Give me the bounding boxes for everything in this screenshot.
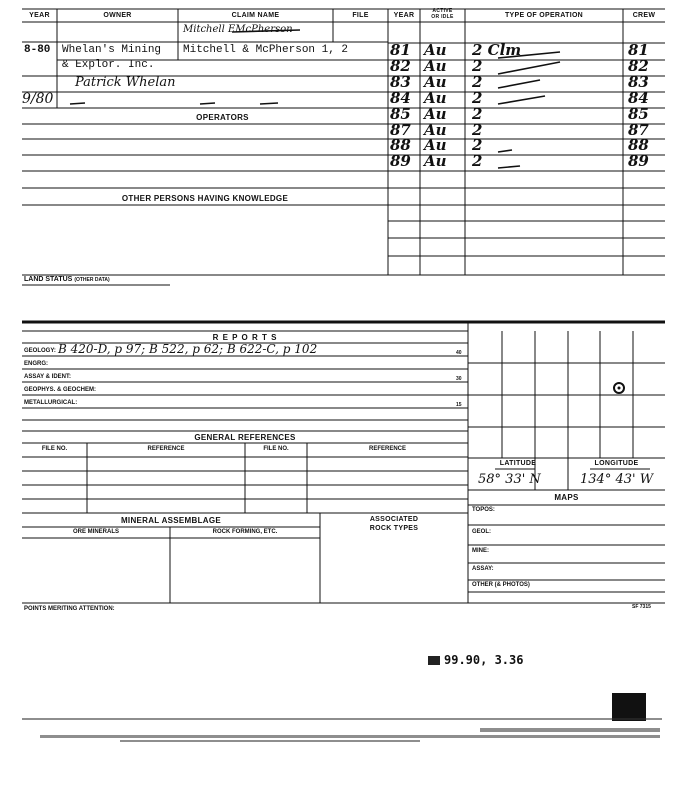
activity-status: Au [424, 105, 447, 123]
longitude-value: 134° 43' W [580, 472, 654, 487]
operators-label: OPERATORS [196, 113, 249, 122]
owner-header: OWNER [103, 12, 132, 19]
owner-line2: & Explor. Inc. [62, 59, 155, 71]
activity-year: 88 [390, 136, 411, 154]
file-header: FILE [352, 12, 369, 19]
activity-year: 84 [390, 89, 411, 107]
latitude-value: 58° 33' N [478, 472, 541, 487]
activity-operation: 2 [472, 73, 483, 91]
ref-col-reference-2: REFERENCE [368, 446, 406, 452]
report-row [24, 384, 468, 397]
report-row-number: 15 [456, 402, 462, 408]
claim-handwritten: Mitchell EMcPherson [183, 24, 293, 35]
maps-other-label: OTHER (& PHOTOS) [472, 582, 530, 588]
report-row-label: GEOPHYS. & GEOCHEM: [24, 387, 97, 393]
active-header-line2: OR IDLE [431, 14, 454, 20]
maps-geol-label: GEOL: [472, 529, 491, 535]
activity-crew: 87 [628, 121, 649, 139]
report-row-label: METALLURGICAL: [24, 400, 78, 406]
activity-crew: 81 [628, 41, 649, 59]
ref-col-file-no-2: FILE NO. [263, 446, 289, 452]
smudge-mark [428, 656, 440, 665]
associated-label-line2: ROCK TYPES [369, 525, 419, 532]
entry-year: 8-80 [24, 44, 51, 56]
activity-crew: 85 [628, 105, 649, 123]
year-handwritten: 9/80 [22, 91, 54, 107]
report-row [24, 371, 468, 384]
maps-label: MAPS [554, 493, 579, 502]
activity-crew: 88 [628, 136, 649, 154]
owner-line1: Whelan's Mining [62, 44, 162, 56]
activity-row [388, 136, 665, 152]
report-row [24, 342, 468, 358]
report-row [24, 358, 468, 371]
general-references-title: GENERAL REFERENCES [194, 433, 296, 442]
ref-col-reference-1: REFERENCE [147, 446, 185, 452]
associated-label-line1: ASSOCIATED [369, 516, 419, 523]
reports-title: R E P O R T S [212, 333, 278, 342]
activity-operation: 2 [472, 89, 483, 107]
activity-year: 82 [390, 57, 411, 75]
report-row-value: B 420-D, p 97; B 522, p 62; B 622-C, p 102 [58, 342, 318, 356]
activity-status: Au [424, 89, 447, 107]
ref-col-file-no-1: FILE NO. [41, 446, 68, 452]
active-header-line1: ACTIVE [432, 8, 453, 14]
report-row-label: GEOLOGY: [24, 348, 56, 354]
activity-row [388, 121, 665, 137]
activity-year: 89 [390, 152, 411, 170]
year2-header: YEAR [393, 12, 415, 19]
report-row-number: 40 [456, 350, 462, 356]
points-meriting-attention-label: POINTS MERITING ATTENTION: [24, 606, 115, 612]
activity-year: 81 [390, 41, 411, 59]
form-number: SF 7315 [632, 604, 651, 610]
activity-row [388, 89, 665, 105]
activity-row [388, 152, 665, 168]
activity-year: 83 [390, 73, 411, 91]
land-status-label: LAND STATUS (OTHER DATA) [24, 276, 110, 283]
owner-signature: Patrick Whelan [75, 75, 176, 90]
maps-assay-label: ASSAY: [472, 566, 494, 572]
activity-crew: 83 [628, 73, 649, 91]
activity-row [388, 105, 665, 121]
activity-row [388, 73, 665, 89]
claim-name-header: CLAIM NAME [231, 12, 280, 19]
mineral-assemblage-title: MINERAL ASSEMBLAGE [120, 516, 222, 525]
activity-crew: 82 [628, 57, 649, 75]
activity-status: Au [424, 57, 447, 75]
claim-name: Mitchell & McPherson 1, 2 [183, 44, 349, 56]
handwritten-coords: 99.90, 3.36 [428, 653, 523, 667]
activity-operation: 2 [472, 57, 483, 75]
activity-status: Au [424, 41, 447, 59]
activity-status: Au [424, 121, 447, 139]
activity-year: 85 [390, 105, 411, 123]
report-row-number: 30 [456, 376, 462, 382]
type-of-operation-header: TYPE OF OPERATION [504, 12, 584, 19]
activity-operation: 2 [472, 121, 483, 139]
activity-year: 87 [390, 121, 411, 139]
rock-forming-label: ROCK FORMING, ETC. [212, 529, 278, 535]
activity-status: Au [424, 136, 447, 154]
activity-operation: 2 [472, 105, 483, 123]
activity-operation: 2 [472, 136, 483, 154]
activity-operation: 2 Clm [472, 41, 522, 59]
activity-status: Au [424, 73, 447, 91]
crew-header: CREW [632, 12, 656, 19]
maps-mine-label: MINE: [472, 548, 489, 554]
report-row-label: ENGRG: [24, 361, 48, 367]
report-row-label: ASSAY & IDENT: [24, 374, 72, 380]
year-header: YEAR [29, 12, 50, 19]
report-row [24, 397, 468, 410]
activity-operation: 2 [472, 152, 483, 170]
activity-crew: 84 [628, 89, 649, 107]
activity-status: Au [424, 152, 447, 170]
longitude-label: LONGITUDE [594, 460, 639, 467]
activity-row [388, 57, 665, 73]
latitude-label: LATITUDE [499, 460, 537, 467]
ore-minerals-label: ORE MINERALS [72, 529, 119, 535]
maps-topos-label: TOPOS: [472, 507, 495, 513]
activity-row [388, 41, 665, 57]
activity-crew: 89 [628, 152, 649, 170]
other-persons-label: OTHER PERSONS HAVING KNOWLEDGE [121, 194, 289, 203]
